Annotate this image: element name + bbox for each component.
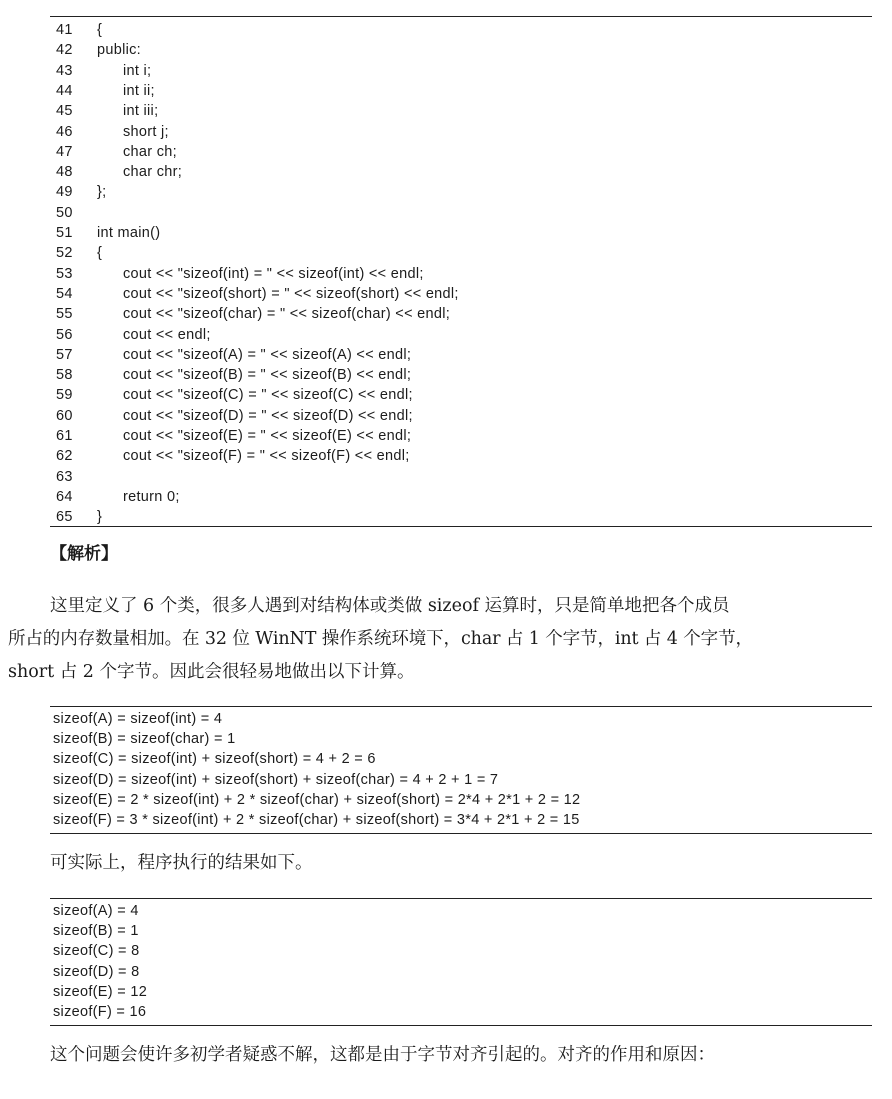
code-text: {: [97, 22, 103, 38]
line-number: 43: [56, 62, 73, 79]
code-text: {: [97, 245, 103, 262]
line-number: 55: [56, 306, 73, 323]
result-line: sizeof(A) = 4: [53, 903, 139, 919]
closing-text: 这个问题会使许多初学者疑惑不解，这都是由于字节对齐引起的。对齐的作用和原因：: [50, 1045, 715, 1065]
line-number: 65: [56, 509, 73, 526]
result-line: sizeof(E) = 12: [53, 983, 148, 1000]
analysis-heading: 【解析】: [50, 544, 118, 564]
code-text: cout << "sizeof(char) = " << sizeof(char) << endl;: [97, 306, 451, 323]
line-number: 64: [56, 488, 73, 505]
result-line: sizeof(C) = 8: [53, 943, 140, 960]
calculation-line: sizeof(E) = 2 * sizeof(int) + 2 * sizeof(char) + sizeof(short) = 2*4 + 2*1 + 2 = 12: [53, 791, 581, 808]
line-number: 51: [56, 225, 73, 241]
analysis-paragraph-line-2: 所占的内存数量相加。在 32 位 WinNT 操作系统环境下，char 占 1 个字节，int 占 4 个字节，: [8, 629, 753, 649]
code-text: int main(): [97, 225, 161, 241]
line-number: 56: [56, 326, 73, 343]
line-number: 58: [56, 367, 73, 384]
calculation-line: sizeof(A) = sizeof(int) = 4: [53, 711, 223, 727]
code-text: public:: [97, 42, 142, 59]
transition-text: 可实际上，程序执行的结果如下。: [50, 853, 313, 873]
code-text: int i;: [97, 62, 152, 79]
analysis-paragraph-line-3: short 占 2 个字节。因此会很轻易地做出以下计算。: [8, 662, 415, 682]
calc-block-bottom-rule: [50, 833, 872, 834]
result-line: sizeof(F) = 16: [53, 1004, 147, 1020]
code-text: cout << "sizeof(F) = " << sizeof(F) << endl;: [97, 448, 410, 465]
code-text: int ii;: [97, 82, 155, 99]
line-number: 59: [56, 387, 73, 404]
results-block-bottom-rule: [50, 1025, 872, 1026]
calc-block-top-rule: [50, 706, 872, 707]
calculation-line: sizeof(B) = sizeof(char) = 1: [53, 731, 236, 748]
line-number: 60: [56, 407, 73, 424]
code-text: }: [97, 509, 103, 526]
results-block-top-rule: [50, 898, 872, 899]
line-number: 44: [56, 82, 73, 99]
line-number: 52: [56, 245, 73, 262]
line-number: 49: [56, 184, 73, 201]
line-number: 61: [56, 428, 73, 444]
code-text: char ch;: [97, 143, 177, 160]
code-text: cout << "sizeof(E) = " << sizeof(E) << endl;: [97, 428, 412, 444]
code-text: cout << "sizeof(C) = " << sizeof(C) << endl;: [97, 387, 413, 404]
line-number: 57: [56, 346, 73, 363]
line-number: 63: [56, 468, 73, 485]
line-number: 42: [56, 42, 73, 59]
line-number: 48: [56, 164, 73, 181]
line-number: 50: [56, 204, 73, 221]
code-text: cout << "sizeof(A) = " << sizeof(A) << endl;: [97, 346, 412, 363]
code-text: short j;: [97, 123, 169, 140]
code-text: cout << "sizeof(B) = " << sizeof(B) << endl;: [97, 367, 412, 384]
line-number: 41: [56, 22, 73, 38]
calculation-line: sizeof(C) = sizeof(int) + sizeof(short) = 4 + 2 = 6: [53, 751, 376, 768]
code-text: int iii;: [97, 103, 159, 120]
code-text: cout << "sizeof(D) = " << sizeof(D) << endl;: [97, 407, 413, 424]
line-number: 53: [56, 265, 73, 282]
analysis-paragraph-line-1: 这里定义了 6 个类，很多人遇到对结构体或类做 sizeof 运算时，只是简单地把各个成员: [50, 596, 730, 616]
line-number: 62: [56, 448, 73, 465]
line-number: 47: [56, 143, 73, 160]
code-text: };: [97, 184, 107, 201]
code-text: char chr;: [97, 164, 183, 181]
line-number: 46: [56, 123, 73, 140]
line-number: 45: [56, 103, 73, 120]
calculation-line: sizeof(F) = 3 * sizeof(int) + 2 * sizeof(char) + sizeof(short) = 3*4 + 2*1 + 2 = 15: [53, 812, 580, 828]
code-block-top-rule: [50, 16, 872, 17]
result-line: sizeof(D) = 8: [53, 963, 140, 980]
result-line: sizeof(B) = 1: [53, 923, 139, 940]
code-text: cout << endl;: [97, 326, 211, 343]
code-text: cout << "sizeof(int) = " << sizeof(int) << endl;: [97, 265, 424, 282]
line-number: 54: [56, 285, 73, 302]
calculation-line: sizeof(D) = sizeof(int) + sizeof(short) + sizeof(char) = 4 + 2 + 1 = 7: [53, 771, 499, 788]
code-block-bottom-rule: [50, 526, 872, 527]
code-text: return 0;: [97, 488, 180, 505]
code-text: cout << "sizeof(short) = " << sizeof(short) << endl;: [97, 285, 459, 302]
